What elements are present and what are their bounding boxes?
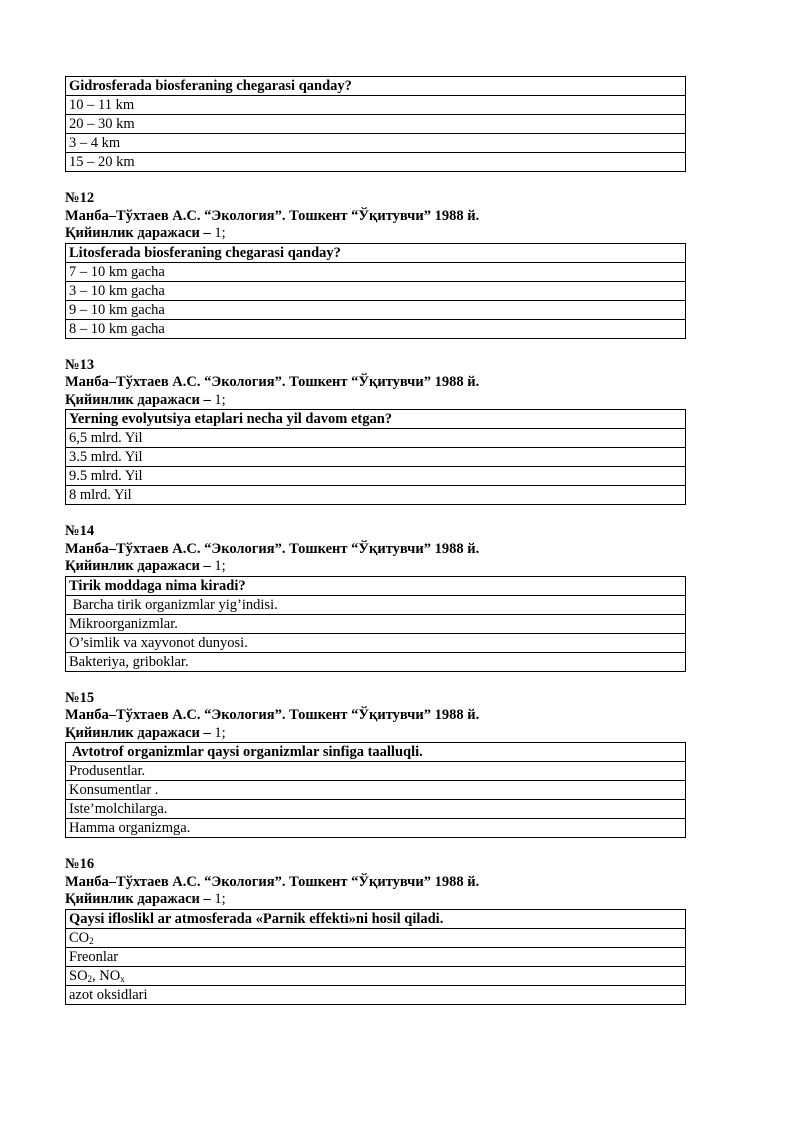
difficulty-value: 1;: [210, 724, 226, 741]
answer-option: 10 – 11 km: [66, 96, 686, 115]
source-line: Манба–Тўхтаев А.С. “Экология”. Тошкент “Ўқитувчи” 1988 й.: [65, 207, 480, 224]
question-table: [65, 243, 686, 339]
answer-option: 3.5 mlrd. Yil: [66, 448, 686, 467]
difficulty-line: [65, 558, 686, 576]
answer-option: O’simlik va xayvonot dunyosi.: [66, 633, 686, 652]
answer-option: Hamma organizmga.: [66, 819, 686, 838]
difficulty-value: 1;: [210, 225, 226, 241]
answer-option: Mikroorganizmlar.: [66, 614, 686, 633]
difficulty-label: Қийинлик даражаси –: [65, 558, 211, 574]
question-block-12: [65, 190, 686, 339]
source-line: Манба–Тўхтаев А.С. “Экология”. Тошкент “Ўқитувчи” 1988 й.: [65, 873, 480, 890]
formula-subscript: 2: [87, 973, 93, 984]
question-number: №14: [65, 523, 95, 539]
answer-option: Barcha tirik organizmlar yig’indisi.: [66, 595, 686, 614]
answer-option: 8 mlrd. Yil: [66, 486, 686, 505]
question-block-16: [65, 856, 686, 1005]
difficulty-line: [65, 225, 686, 243]
difficulty-label: Қийинлик даражаси –: [65, 225, 211, 241]
question-text: Gidrosferada biosferaning chegarasi qanday?: [66, 77, 686, 96]
answer-option: Freonlar: [66, 947, 686, 966]
answer-option: 8 – 10 km gacha: [66, 319, 686, 338]
question-number: №15: [65, 689, 95, 706]
answer-option: [66, 966, 686, 985]
difficulty-label: Қийинлик даражаси –: [65, 724, 211, 741]
question-text: Avtotrof organizmlar qaysi organizmlar sinfiga taalluqli.: [66, 743, 686, 762]
question-table-11: [65, 76, 686, 172]
difficulty-line: [65, 392, 686, 410]
answer-option: 9 – 10 km gacha: [66, 300, 686, 319]
question-block-15: [65, 690, 686, 839]
difficulty-label: Қийинлик даражаси –: [65, 391, 211, 408]
question-text: Litosferada biosferaning chegarasi qanday?: [66, 243, 686, 262]
answer-option: Konsumentlar .: [66, 781, 686, 800]
formula-subscript: 2: [89, 935, 94, 946]
difficulty-value: 1;: [210, 558, 226, 574]
question-table: [65, 909, 686, 1005]
answer-option: 7 – 10 km gacha: [66, 262, 686, 281]
answer-option: 3 – 10 km gacha: [66, 281, 686, 300]
question-table: [65, 576, 686, 672]
answer-option: 20 – 30 km: [66, 115, 686, 134]
answer-option: 15 – 20 km: [66, 153, 686, 172]
question-table: [65, 742, 686, 838]
source-line: Манба–Тўхтаев А.С. “Экология”. Тошкент “Ўқитувчи” 1988 й.: [65, 707, 480, 723]
answer-option: Iste’molchilarga.: [66, 800, 686, 819]
source-line: Манба–Тўхтаев А.С. “Экология”. Тошкент “Ўқитувчи” 1988 й.: [65, 540, 480, 557]
answer-option: Produsentlar.: [66, 762, 686, 781]
formula-text: , NO: [92, 967, 121, 984]
question-block-13: [65, 357, 686, 506]
question-table: [65, 409, 686, 505]
question-number: №13: [65, 356, 95, 373]
answer-option: 9.5 mlrd. Yil: [66, 467, 686, 486]
difficulty-line: [65, 891, 686, 909]
answer-option: 3 – 4 km: [66, 134, 686, 153]
formula-text: CO: [69, 929, 90, 946]
answer-option: 6,5 mlrd. Yil: [66, 429, 686, 448]
difficulty-value: 1;: [210, 391, 226, 408]
answer-option: Bakteriya, griboklar.: [66, 652, 686, 671]
answer-option: azot oksidlari: [66, 985, 686, 1004]
formula-subscript: x: [120, 973, 125, 984]
formula-text: SO: [69, 967, 88, 984]
question-text: Yerning evolyutsiya etaplari necha yil davom etgan?: [66, 410, 686, 429]
difficulty-value: 1;: [210, 891, 226, 907]
question-text: Tirik moddaga nima kiradi?: [66, 576, 686, 595]
difficulty-label: Қийинлик даражаси –: [65, 891, 211, 907]
difficulty-line: [65, 725, 686, 743]
question-number: №16: [65, 856, 95, 872]
question-number: №12: [65, 190, 95, 206]
question-block-14: [65, 523, 686, 672]
source-line: Манба–Тўхтаев А.С. “Экология”. Тошкент “Ўқитувчи” 1988 й.: [65, 374, 480, 390]
document-page: [65, 76, 686, 1005]
question-text: Qaysi ifloslikl ar atmosferada «Parnik effekti»ni hosil qiladi.: [66, 909, 686, 928]
answer-option: [66, 928, 686, 947]
